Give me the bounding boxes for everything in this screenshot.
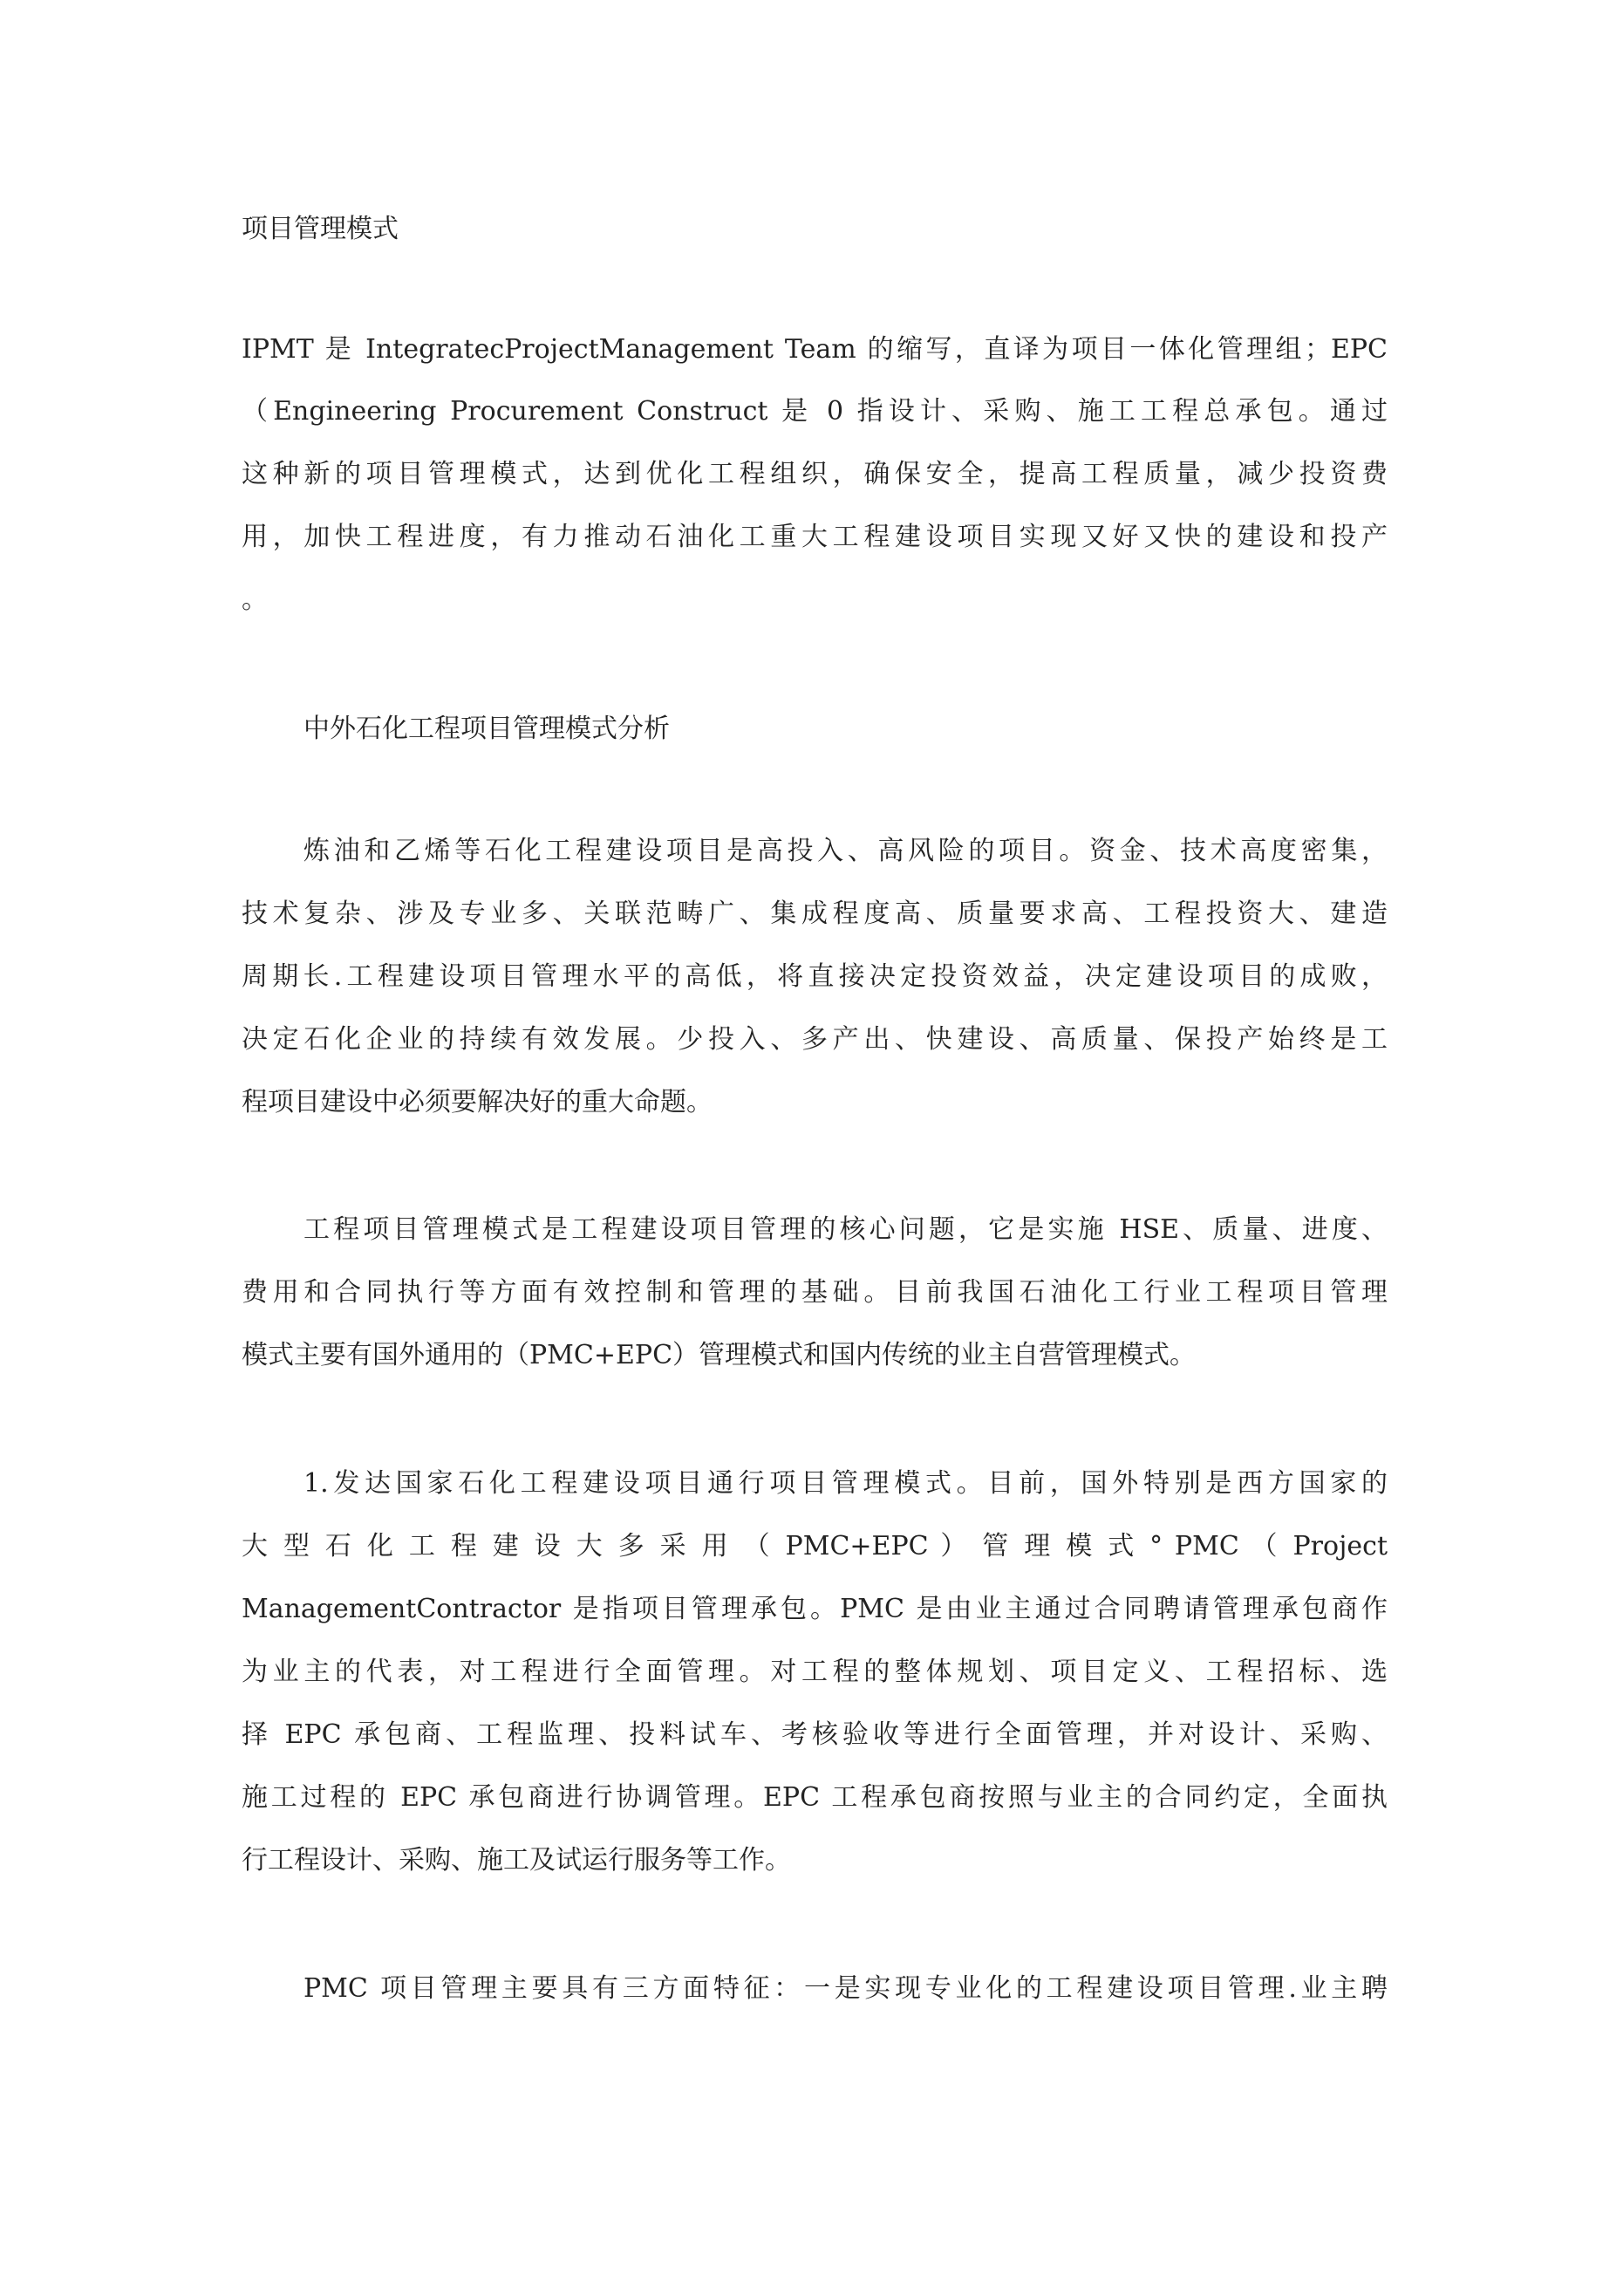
paragraph-line: 技术复杂、涉及专业多、关联范畴广、集成程度高、质量要求高、工程投资大、建造	[242, 899, 1388, 929]
paragraph-line: 工程项目管理模式是工程建设项目管理的核心问题，它是实施 HSE、质量、进度、	[303, 1214, 1388, 1245]
paragraph-line: （Engineering Procurement Construct 是 0 指设计、采购、施工工程总承包。通过	[242, 396, 1388, 427]
paragraph-line: 决定石化企业的持续有效发展。少投入、多产出、快建设、高质量、保投产始终是工	[242, 1024, 1388, 1055]
paragraph-line: 。	[242, 584, 268, 615]
paragraph-line: 程项目建设中必须要解决好的重大命题。	[242, 1087, 713, 1117]
paragraph-line: 择 EPC 承包商、工程监理、投料试车、考核验收等进行全面管理，并对设计、采购、	[242, 1719, 1388, 1750]
section-heading: 中外石化工程项目管理模式分析	[303, 714, 670, 744]
paragraph-line: PMC 项目管理主要具有三方面特征：一是实现专业化的工程建设项目管理.业主聘	[303, 1973, 1388, 2004]
document-title: 项目管理模式	[242, 214, 399, 244]
paragraph-line: 大 型 石 化 工 程 建 设 大 多 采 用 （ PMC+EPC ） 管 理 模 式 ° PMC （ Project	[242, 1531, 1388, 1561]
paragraph-line: 周期长.工程建设项目管理水平的高低，将直接决定投资效益，决定建设项目的成败，	[242, 961, 1388, 992]
paragraph-line: 行工程设计、采购、施工及试运行服务等工作。	[242, 1845, 791, 1876]
paragraph-line: IPMT 是 IntegratecProjectManagement Team 的缩写，直译为项目一体化管理组；EPC	[242, 334, 1388, 365]
paragraph-line: 炼油和乙烯等石化工程建设项目是高投入、高风险的项目。资金、技术高度密集，	[303, 836, 1388, 866]
paragraph-line: 施工过程的 EPC 承包商进行协调管理。EPC 工程承包商按照与业主的合同约定，全面执	[242, 1782, 1388, 1813]
paragraph-line: ManagementContractor 是指项目管理承包。PMC 是由业主通过合同聘请管理承包商作	[242, 1594, 1388, 1624]
paragraph-line: 模式主要有国外通用的（PMC+EPC）管理模式和国内传统的业主自营管理模式。	[242, 1340, 1197, 1370]
paragraph-line: 这种新的项目管理模式，达到优化工程组织，确保安全，提高工程质量，减少投资费	[242, 459, 1388, 489]
paragraph-line: 1.发达国家石化工程建设项目通行项目管理模式。目前，国外特别是西方国家的	[303, 1468, 1388, 1499]
paragraph-line: 为业主的代表，对工程进行全面管理。对工程的整体规划、项目定义、工程招标、选	[242, 1657, 1388, 1687]
paragraph-line: 费用和合同执行等方面有效控制和管理的基础。目前我国石油化工行业工程项目管理	[242, 1277, 1388, 1308]
paragraph-line: 用，加快工程进度，有力推动石油化工重大工程建设项目实现又好又快的建设和投产	[242, 522, 1388, 552]
